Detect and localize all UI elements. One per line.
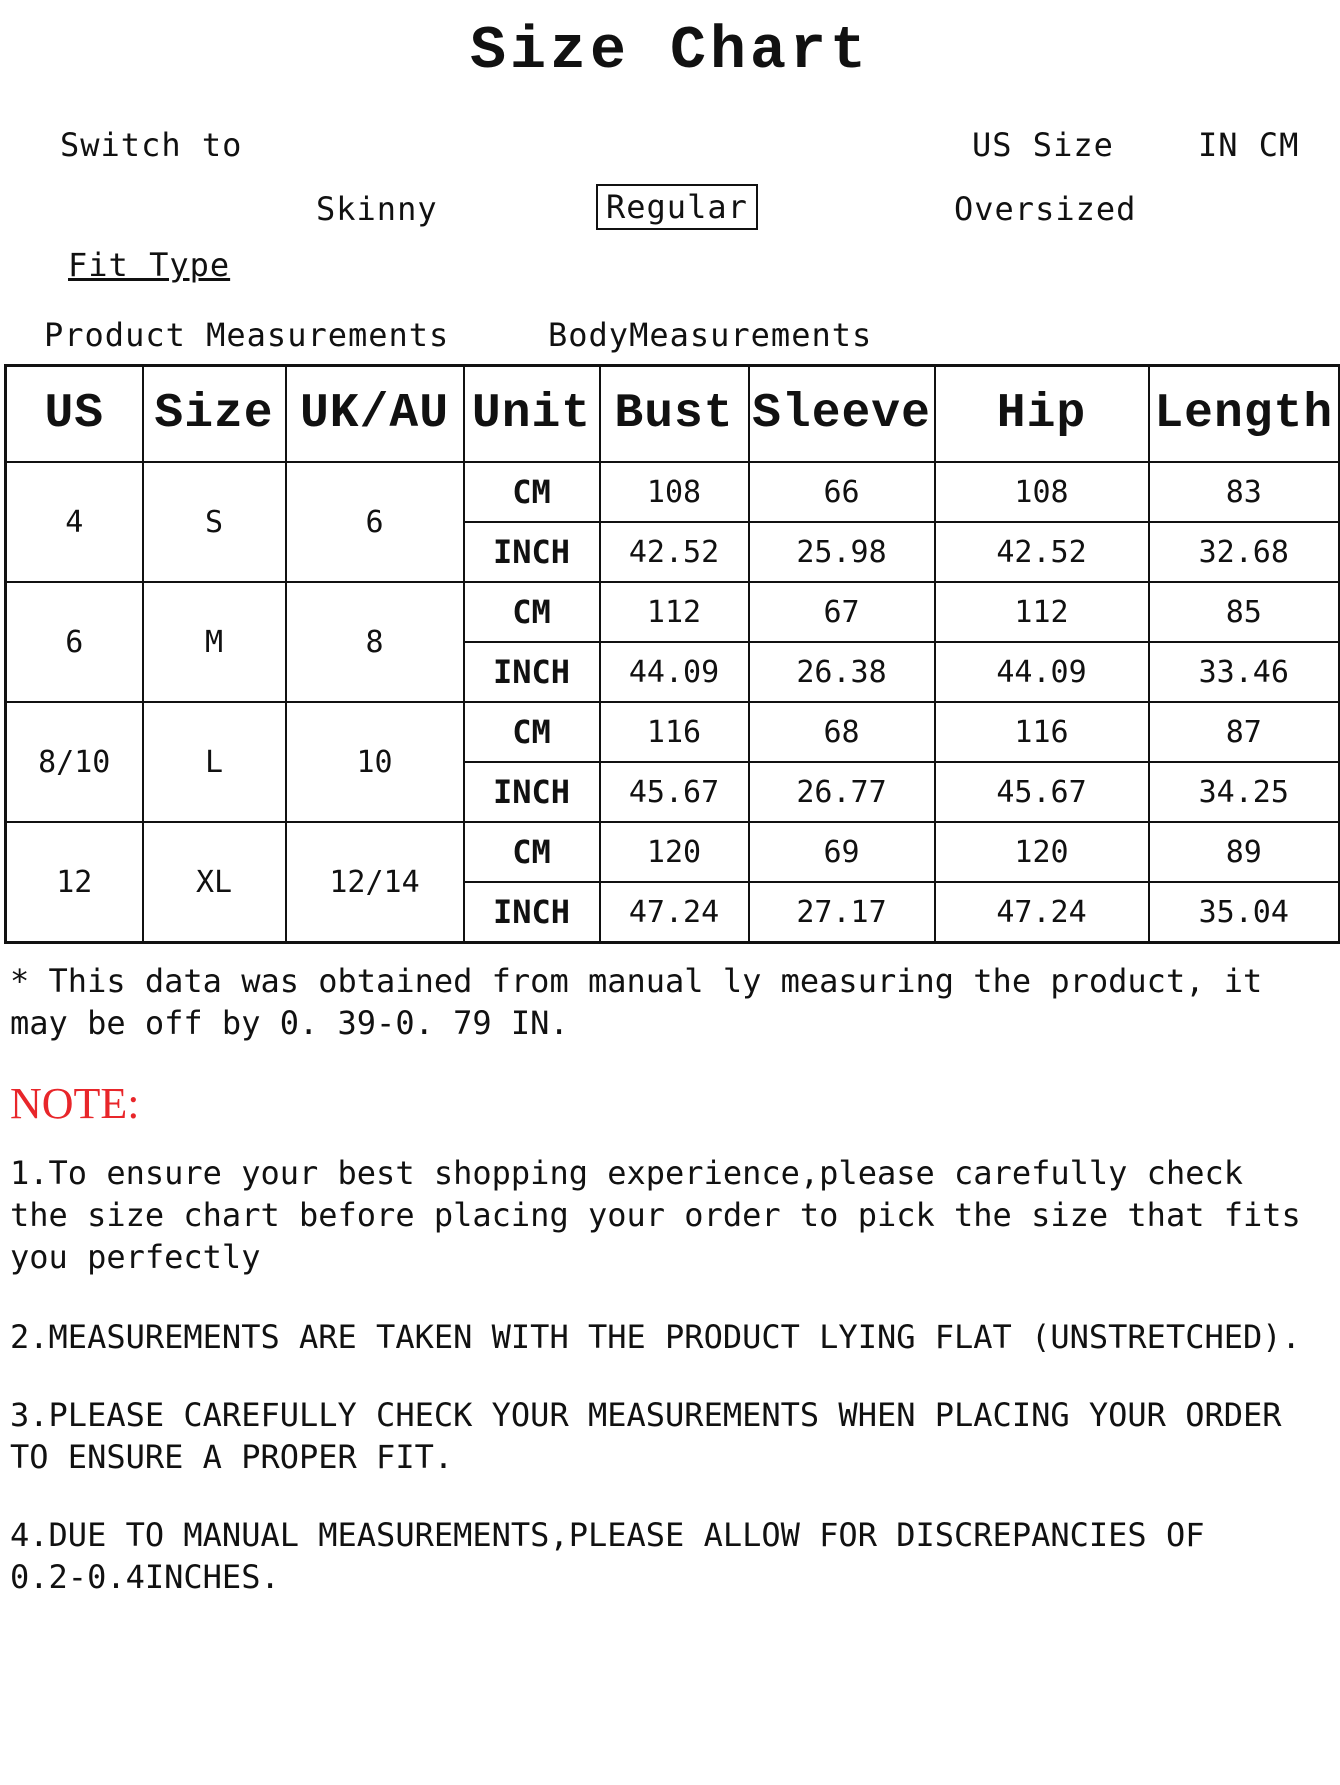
tab-product-measurements[interactable]: Product Measurements [44, 316, 450, 354]
cell-sleeve: 27.17 [749, 882, 935, 943]
cell-sleeve: 68 [749, 702, 935, 762]
note-heading: NOTE: [10, 1079, 140, 1128]
measurement-disclaimer: * This data was obtained from manual ly measuring the product, it may be off by 0. 39-0. 79 IN. [10, 962, 1263, 1042]
table-header-row [6, 366, 1340, 463]
cell-sleeve: 66 [749, 462, 935, 522]
cell-us: 12 [6, 822, 143, 943]
cell-size: XL [143, 822, 286, 943]
header-sleeve: Sleeve [749, 366, 935, 463]
cell-us: 8/10 [6, 702, 143, 822]
cell-sleeve: 26.38 [749, 642, 935, 702]
cell-unit: CM [464, 702, 600, 762]
cell-hip: 42.52 [935, 522, 1149, 582]
cell-hip: 108 [935, 462, 1149, 522]
header-size: Size [143, 366, 286, 463]
cell-unit: CM [464, 822, 600, 882]
cell-sleeve: 67 [749, 582, 935, 642]
cell-ukau: 6 [286, 462, 464, 582]
cell-bust: 120 [600, 822, 749, 882]
cell-unit: CM [464, 582, 600, 642]
note-item: 2.MEASUREMENTS ARE TAKEN WITH THE PRODUCT LYING FLAT (UNSTRETCHED). [10, 1318, 1301, 1356]
size-table [4, 364, 1340, 944]
cell-bust: 108 [600, 462, 749, 522]
cell-size: L [143, 702, 286, 822]
table-row [6, 822, 1340, 882]
cell-sleeve: 25.98 [749, 522, 935, 582]
tab-body-measurements[interactable]: BodyMeasurements [548, 316, 873, 354]
page-title: Size Chart [469, 18, 871, 86]
cell-length: 89 [1149, 822, 1340, 882]
cell-size: S [143, 462, 286, 582]
fit-option-oversized[interactable]: Oversized [954, 190, 1137, 228]
header-hip: Hip [935, 366, 1149, 463]
cell-bust: 112 [600, 582, 749, 642]
header-unit: Unit [464, 366, 600, 463]
table-row [6, 702, 1340, 762]
fit-option-regular[interactable]: Regular [596, 184, 758, 230]
cell-bust: 116 [600, 702, 749, 762]
cell-bust: 44.09 [600, 642, 749, 702]
cell-hip: 116 [935, 702, 1149, 762]
cell-ukau: 8 [286, 582, 464, 702]
cell-us: 4 [6, 462, 143, 582]
cell-unit: INCH [464, 642, 600, 702]
note-item: 4.DUE TO MANUAL MEASUREMENTS,PLEASE ALLOW FOR DISCREPANCIES OF 0.2-0.4INCHES. [10, 1516, 1205, 1596]
cell-length: 83 [1149, 462, 1340, 522]
cell-unit: INCH [464, 762, 600, 822]
note-item: 1.To ensure your best shopping experience,please carefully check the size chart before placing your order to pick the size that fits you perfectly [10, 1154, 1301, 1276]
cell-unit: INCH [464, 882, 600, 943]
header-ukau: UK/AU [286, 366, 464, 463]
cell-hip: 112 [935, 582, 1149, 642]
switch-to-label: Switch to [60, 126, 243, 164]
cell-bust: 47.24 [600, 882, 749, 943]
header-us: US [6, 366, 143, 463]
cell-hip: 44.09 [935, 642, 1149, 702]
cell-length: 87 [1149, 702, 1340, 762]
cell-sleeve: 26.77 [749, 762, 935, 822]
cell-hip: 120 [935, 822, 1149, 882]
cell-ukau: 12/14 [286, 822, 464, 943]
note-item: 3.PLEASE CAREFULLY CHECK YOUR MEASUREMENTS WHEN PLACING YOUR ORDER TO ENSURE A PROPER FIT. [10, 1396, 1282, 1476]
unit-toggle[interactable]: IN CM [1198, 126, 1300, 164]
cell-sleeve: 69 [749, 822, 935, 882]
cell-unit: INCH [464, 522, 600, 582]
cell-size: M [143, 582, 286, 702]
fit-type-link[interactable]: Fit Type [68, 246, 231, 284]
table-row [6, 462, 1340, 522]
header-bust: Bust [600, 366, 749, 463]
fit-option-skinny[interactable]: Skinny [316, 190, 438, 228]
us-size-selector[interactable]: US Size [972, 126, 1114, 164]
cell-bust: 45.67 [600, 762, 749, 822]
cell-length: 33.46 [1149, 642, 1340, 702]
cell-ukau: 10 [286, 702, 464, 822]
cell-length: 35.04 [1149, 882, 1340, 943]
cell-bust: 42.52 [600, 522, 749, 582]
cell-unit: CM [464, 462, 600, 522]
header-length: Length [1149, 366, 1340, 463]
cell-hip: 47.24 [935, 882, 1149, 943]
cell-length: 32.68 [1149, 522, 1340, 582]
table-row [6, 582, 1340, 642]
cell-hip: 45.67 [935, 762, 1149, 822]
cell-us: 6 [6, 582, 143, 702]
cell-length: 85 [1149, 582, 1340, 642]
cell-length: 34.25 [1149, 762, 1340, 822]
